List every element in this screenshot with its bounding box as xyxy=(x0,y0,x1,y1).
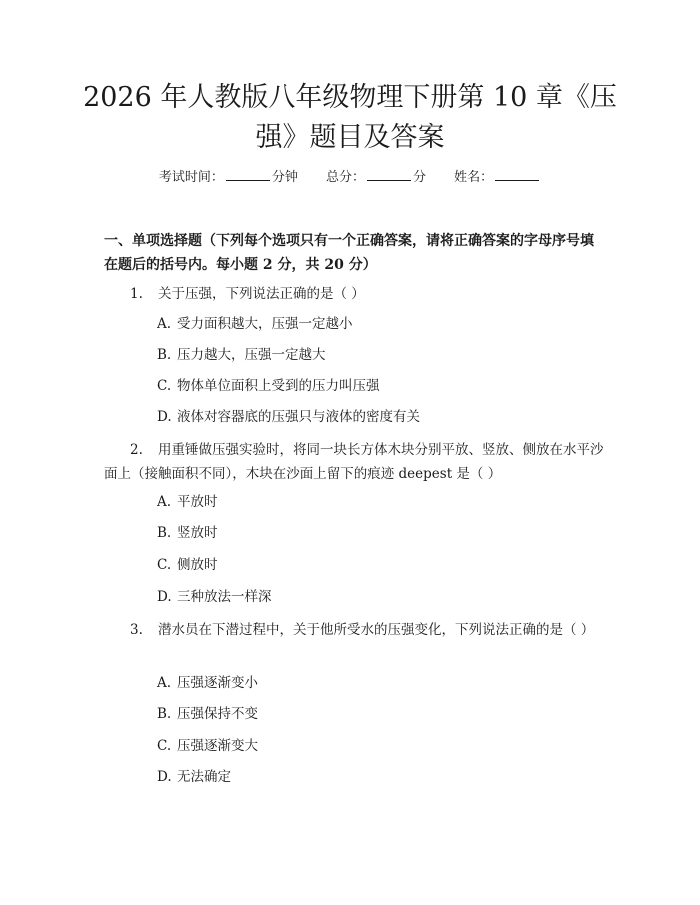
question-3-option-a xyxy=(157,673,258,693)
question-1-option-d xyxy=(157,407,420,427)
student-name-field xyxy=(454,168,541,188)
section-heading: 一、单项选择题（下列每个选项只有一个正确答案，请将正确答案的字母序号填在题后的括号内。每小题 2 分，共 20 分） xyxy=(104,233,594,273)
option-letter: B. xyxy=(157,347,172,363)
option-letter: A. xyxy=(157,316,172,332)
question-number: 2. xyxy=(130,442,143,458)
option-text: 压强逐渐变小 xyxy=(177,675,258,691)
option-letter: C. xyxy=(157,557,172,573)
option-text: 压力越大，压强一定越大 xyxy=(177,347,326,363)
option-letter: C. xyxy=(157,378,172,394)
question-1-option-c xyxy=(157,376,380,396)
option-letter: C. xyxy=(157,738,172,754)
question-text: 用重锤做压强实验时，将同一块长方体木块分别平放、竖放、侧放在水平沙面上（接触面积不同），木块在沙面上留下的痕迹 deepest 是（ ） xyxy=(104,442,604,482)
question-text: 关于压强，下列说法正确的是（ ） xyxy=(158,286,365,302)
question-1-option-a xyxy=(157,314,353,334)
option-text: 物体单位面积上受到的压力叫压强 xyxy=(177,378,380,394)
exam-time-label: 考试时间： xyxy=(158,170,224,185)
exam-time-unit: 分钟 xyxy=(271,170,298,185)
document-title: 2026 年人教版八年级物理下册第 10 章《压强》题目及答案 xyxy=(83,82,617,153)
option-text: 竖放时 xyxy=(177,525,218,541)
total-score-unit: 分 xyxy=(413,170,427,185)
option-letter: B. xyxy=(157,525,172,541)
total-score-blank xyxy=(367,168,411,181)
option-text: 受力面积越大，压强一定越小 xyxy=(177,316,353,332)
option-letter: D. xyxy=(157,769,172,785)
option-text: 三种放法一样深 xyxy=(177,589,272,605)
exam-info-line xyxy=(0,168,700,188)
question-number: 3. xyxy=(130,622,143,638)
option-text: 无法确定 xyxy=(177,769,231,785)
question-2-option-d xyxy=(157,587,272,607)
question-3-option-d xyxy=(157,767,231,787)
question-3-option-b xyxy=(157,704,258,724)
option-letter: A. xyxy=(157,675,172,691)
question-3-option-c xyxy=(157,736,258,756)
question-1-option-b xyxy=(157,345,326,365)
option-letter: A. xyxy=(157,494,172,510)
student-name-blank xyxy=(495,168,539,181)
exam-time-field xyxy=(159,168,298,188)
student-name-label: 姓名： xyxy=(454,170,494,185)
total-score-field xyxy=(326,168,426,188)
question-2-option-a xyxy=(157,492,218,512)
option-text: 平放时 xyxy=(177,494,218,510)
question-1 xyxy=(104,282,604,306)
option-letter: D. xyxy=(157,589,172,605)
option-letter: B. xyxy=(157,706,172,722)
question-3 xyxy=(104,618,604,642)
question-number: 1. xyxy=(130,286,143,302)
option-text: 液体对容器底的压强只与液体的密度有关 xyxy=(177,409,420,425)
question-text: 潜水员在下潜过程中，关于他所受水的压强变化，下列说法正确的是（ ） xyxy=(158,622,595,638)
option-text: 压强逐渐变大 xyxy=(177,738,258,754)
option-text: 侧放时 xyxy=(177,557,218,573)
question-2-option-b xyxy=(157,523,218,543)
question-2-option-c xyxy=(157,555,218,575)
question-2 xyxy=(104,438,604,486)
exam-time-blank xyxy=(226,168,270,181)
option-text: 压强保持不变 xyxy=(177,706,258,722)
option-letter: D. xyxy=(157,409,172,425)
total-score-label: 总分： xyxy=(325,170,365,185)
